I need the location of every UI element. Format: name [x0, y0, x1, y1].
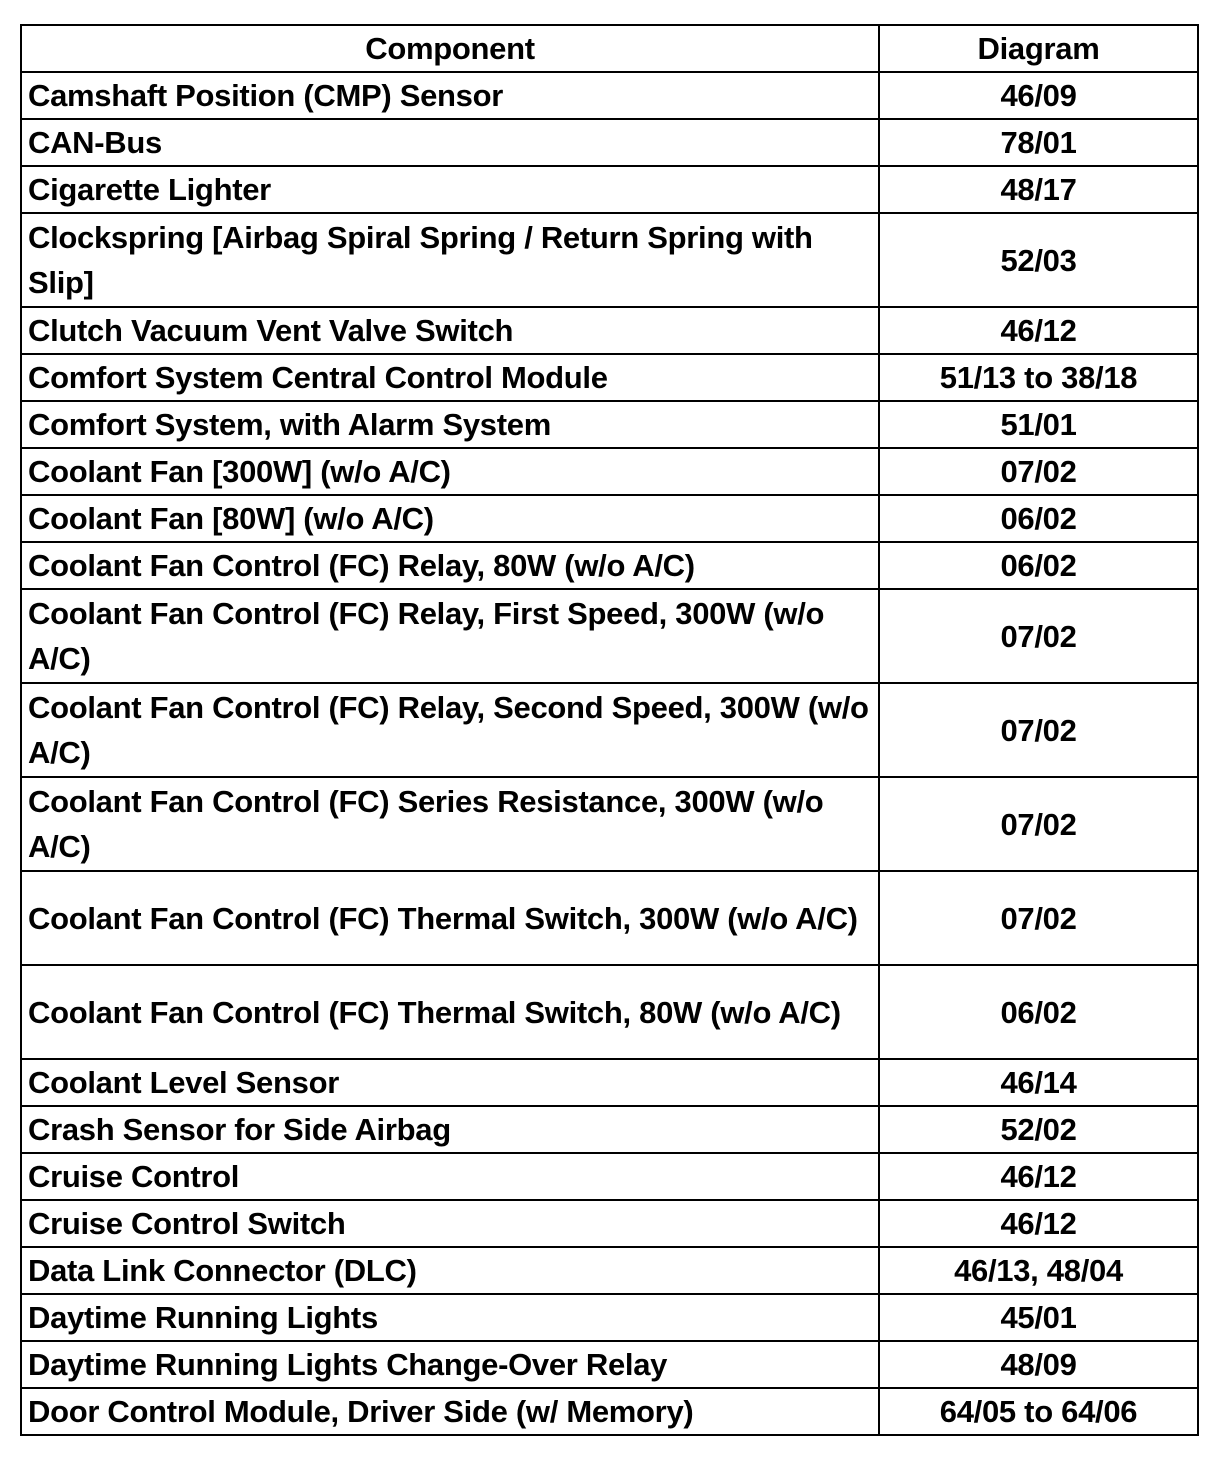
- component-cell: Coolant Fan Control (FC) Relay, Second Speed, 300W (w/o A/C): [21, 683, 879, 777]
- component-cell: Camshaft Position (CMP) Sensor: [21, 72, 879, 119]
- component-cell: Door Control Module, Driver Side (w/ Memory): [21, 1388, 879, 1435]
- diagram-cell: 07/02: [879, 448, 1198, 495]
- table-row: [21, 1388, 1198, 1435]
- table-row: [21, 1200, 1198, 1247]
- table-row: [21, 1153, 1198, 1200]
- diagram-cell: 07/02: [879, 871, 1198, 965]
- diagram-cell: 48/09: [879, 1341, 1198, 1388]
- diagram-cell: 06/02: [879, 965, 1198, 1059]
- table-row: [21, 1247, 1198, 1294]
- diagram-cell: 46/13, 48/04: [879, 1247, 1198, 1294]
- diagram-cell: 46/12: [879, 1153, 1198, 1200]
- diagram-cell: 07/02: [879, 683, 1198, 777]
- table-row: [21, 1059, 1198, 1106]
- component-cell: Cigarette Lighter: [21, 166, 879, 213]
- diagram-cell: 46/09: [879, 72, 1198, 119]
- diagram-cell: 07/02: [879, 777, 1198, 871]
- diagram-cell: 52/02: [879, 1106, 1198, 1153]
- table-row: [21, 683, 1198, 777]
- table-row: [21, 166, 1198, 213]
- component-cell: Cruise Control Switch: [21, 1200, 879, 1247]
- component-cell: Coolant Fan Control (FC) Thermal Switch, 80W (w/o A/C): [21, 965, 879, 1059]
- component-cell: Daytime Running Lights Change-Over Relay: [21, 1341, 879, 1388]
- column-header-diagram: Diagram: [879, 25, 1198, 72]
- diagram-cell: 52/03: [879, 213, 1198, 307]
- component-cell: Coolant Fan [80W] (w/o A/C): [21, 495, 879, 542]
- table-row: [21, 589, 1198, 683]
- diagram-cell: 64/05 to 64/06: [879, 1388, 1198, 1435]
- diagram-cell: 51/13 to 38/18: [879, 354, 1198, 401]
- component-cell: CAN-Bus: [21, 119, 879, 166]
- diagram-cell: 48/17: [879, 166, 1198, 213]
- component-diagram-table: [20, 24, 1199, 1436]
- diagram-cell: 45/01: [879, 1294, 1198, 1341]
- table-row: [21, 354, 1198, 401]
- component-cell: Coolant Level Sensor: [21, 1059, 879, 1106]
- component-cell: Comfort System, with Alarm System: [21, 401, 879, 448]
- diagram-cell: 46/12: [879, 1200, 1198, 1247]
- component-cell: Coolant Fan [300W] (w/o A/C): [21, 448, 879, 495]
- component-cell: Clutch Vacuum Vent Valve Switch: [21, 307, 879, 354]
- component-cell: Clockspring [Airbag Spiral Spring / Return Spring with Slip]: [21, 213, 879, 307]
- diagram-cell: 46/14: [879, 1059, 1198, 1106]
- table-row: [21, 401, 1198, 448]
- table-row: [21, 1341, 1198, 1388]
- component-cell: Daytime Running Lights: [21, 1294, 879, 1341]
- diagram-cell: 78/01: [879, 119, 1198, 166]
- table-header-row: [21, 25, 1198, 72]
- component-cell: Cruise Control: [21, 1153, 879, 1200]
- table-row: [21, 119, 1198, 166]
- component-cell: Crash Sensor for Side Airbag: [21, 1106, 879, 1153]
- table-row: [21, 542, 1198, 589]
- component-cell: Coolant Fan Control (FC) Thermal Switch, 300W (w/o A/C): [21, 871, 879, 965]
- table-row: [21, 72, 1198, 119]
- component-cell: Coolant Fan Control (FC) Relay, First Speed, 300W (w/o A/C): [21, 589, 879, 683]
- diagram-cell: 07/02: [879, 589, 1198, 683]
- table-row: [21, 871, 1198, 965]
- table-row: [21, 495, 1198, 542]
- table-row: [21, 213, 1198, 307]
- component-cell: Coolant Fan Control (FC) Relay, 80W (w/o A/C): [21, 542, 879, 589]
- component-cell: Data Link Connector (DLC): [21, 1247, 879, 1294]
- component-cell: Coolant Fan Control (FC) Series Resistance, 300W (w/o A/C): [21, 777, 879, 871]
- table-row: [21, 448, 1198, 495]
- diagram-cell: 06/02: [879, 542, 1198, 589]
- table-row: [21, 307, 1198, 354]
- component-cell: Comfort System Central Control Module: [21, 354, 879, 401]
- column-header-component: Component: [21, 25, 879, 72]
- diagram-cell: 51/01: [879, 401, 1198, 448]
- table-row: [21, 777, 1198, 871]
- diagram-cell: 06/02: [879, 495, 1198, 542]
- table-row: [21, 1106, 1198, 1153]
- diagram-cell: 46/12: [879, 307, 1198, 354]
- table-row: [21, 965, 1198, 1059]
- table-row: [21, 1294, 1198, 1341]
